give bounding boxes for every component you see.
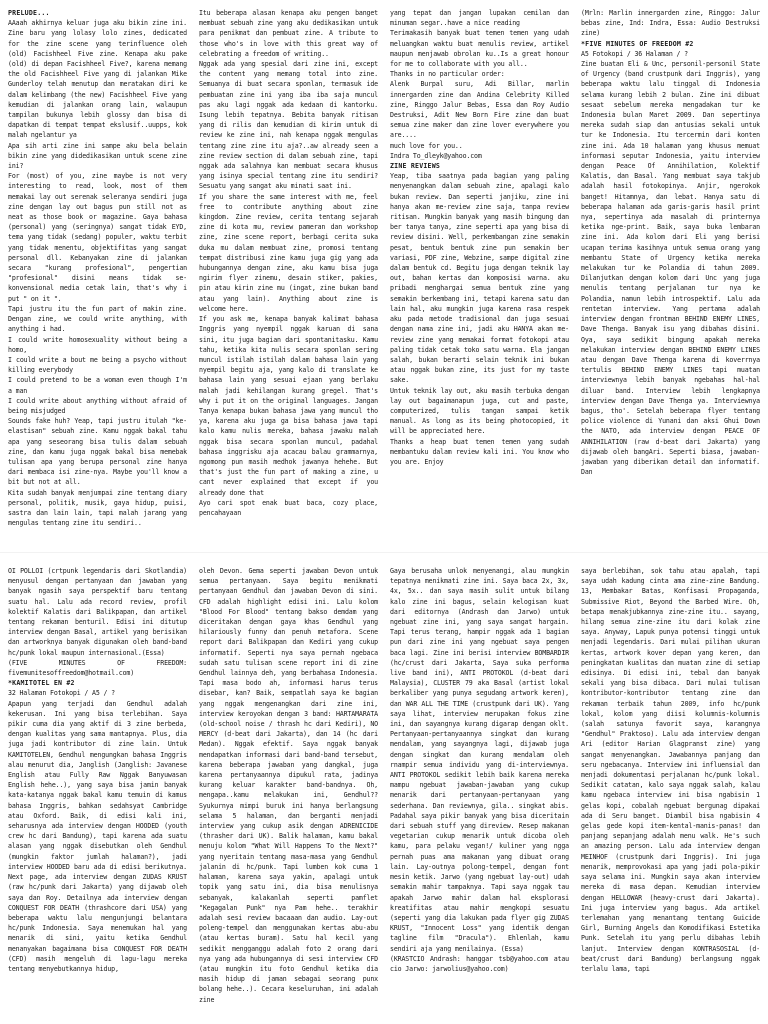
- paragraph: I could write homosexuality without being a homo,: [8, 335, 187, 354]
- paragraph: Apapun yang terjadi dan Gendhul adalah kekerusan. Ini yang bisa terlebihan. Saya pikir cuma dia yang aktif di 3 zine berbeda, dengan kualitas yang sama mantapnya. Plus, dia juga jadi kontributor di zine lain. Untuk KAMITOTELEN, Gendhul mengungkan bahasa Inggris alau menurut dia, Janglish (Janglish: Javanese English atau Fully Raw Nggak Banyuwasan English hehe..), yang saya bisa jamin banyak kata-katanya nggak bakal kamu temuin di kamus bahasa Inggris, bahkan sedahsyat Cambridge atau Oxford. Baik, di edisi kali ini, seharusnya ada interview dengan HOODED (youth crew hc dari Bandung), tapi karena ada suatu alasan yang nggak disebutkan oleh Gendhul (mungkin faktor jumlah halaman?), jadi interview HOODED baru ada di edisi berikutnya. Next page, ada interview dengan ZUDAS KRUST (raw hc/punk dari Jakarta) yang dijawab oleh saya dan Roy. Detailnya ada interview dengan CONQUEST FOR DEATH (thrashcore dari USA) yang beberapa waktu lalu mengunjungi belantara hc/punk Indonesia. Saya menemukan hal yang menarik di sini, yaitu ketika Gendhul menanyakan bagaimana bisa CONQUEST FOR DEATH (CFD) masih mengeluh di lagu-lagu mereka tentang menyebutkannya hidup,: [8, 699, 187, 973]
- section-heading: *FIVE MINUTES OF FREEDOM #2: [581, 39, 694, 48]
- top-section: [0, 8, 768, 544]
- paragraph: Kita sudah banyak menjumpai zine tentang diary personal, politik, musik, gaya hidup, puisi, sastra dan lain lain, tapi malah jarang yang mengulas tentang zine itu sendiri..: [8, 488, 187, 528]
- paragraph: (KRASTCIO Andrash: hanggar tsb@yahoo.com atau cio Jarwo: jarwolius@yahoo.com): [390, 954, 569, 973]
- paragraph: (FIVE MINUTES OF FREEDOM: fivemunitesoffreedom@hotmail.com): [8, 658, 187, 678]
- paragraph: Ayo cari spot enak buat baca, cozy place, pencahayaan: [199, 498, 378, 517]
- paragraph: AAaah akhirnya keluar juga aku bikin zine ini. Zine baru yang lolasy lolo zines, dedicated for the zine scene yang terinfluence oleh (old) Facishheel Five zine. Kenapa aku pake (old) di depan Facishheel Five?, karena memang the old Facishheel Five yang di jalankan Mike Gunderloy telah menutup dan meratakan diri ke dalam kelimbang (the new) Facishheel Five yang kemudian di jalankan orang lain, walaupun tampilan bukunya lebih glossy dan bisa di dapatkan di tempat tempat ekslusif..uupps, kok malah ngelantur ya: [8, 19, 187, 140]
- paragraph: For (most) of you, zine maybe is not very interesting to read, look, most of them memakai lay out serenak seleranya sendiri juga zine dengan lay out bagus pun still not as neat as those book or magazine. Gaya bahasa (personal) yang (seringnya) sangat tidak EYD, tema yang tidak (sedang) populer, waktu terbit yang tidak menentu, objektifitas yang sangat personal dll. Kebanyakan zine di jalankan secara "kurang profesional", pengertian "profesional" disini means tidak se-konvensional media cetak lain, that's why i put " on it ".: [8, 172, 187, 303]
- paragraph: saya berlebihan, sok tahu atau apalah, tapi saya udah kadung cinta ama zine-zine Bandung. 13, Membakar Batas, Konfisasi Propaganda, Submissive Riot, Beyond the Barbed Wire. Oh, betapa menakjubkannya zine-zine itu.. sayang, hilang semua zine-zine itu dari kolak zine saya. Anyway, Lapuk punya potensi tinggi untuk menjadi legendaris. Dari mulai pilihan ukuran kertas, artwork kover depan yang keren, dan peningkatan kualitas dan muatan zine di setiap edisinya. Di edisi ini, tebal dan banyak sekali yang bisa dibaca. Dari mulai tulisan kontributor-kontributor tentang zine dan rekaman terbaik tahun 2009, info hc/punk lokal, kolom yang diisi kolumnis-kolumnis (salah satunya favorit saya, karangnya "Gendhul" Praktoso). Lalu ada interview dengan Ari (editor Harian Glagpranst zine) yang sangat menyenangkan. Jawabannya panjang dan seru ngebacanya. Interview ini influensial dan menjadi dokumentasi perjalanan hc/punk lokal. Sedikit catatan, kalo saya nggak salah, kalau kamu ngebaca interview ini bisa ngabisin 1 gelas kopi, cobalah ngebuat bergunag dipakai ada di Seru banget. Diambil bisa ngabisin 4 gelas gede kopi item-kental-manis-panas! dan panjang sepanjang adalah menu walk. He's such an amazing person. Lalu ada interview dengan MEINHOF (crustpunk dari Inggris). Ini juga menarik, memprovokasi apa yang jadi pola-pikir saya selama ini. Mungkin saya akan interview mereka di masa depan. Kemudian interview dengan HELLOWAR (heavy-crust dari Jakarta). Ini juga interview yang bagus. Ada artikel terlemahan yang menantang tentang Guicide Girl, Burning Angels dan Komodifikasi Estetika Punk. Setelah itu yang perlu dibahas lebih lanjut. Interview dengan KONTRASOSIAL (d-beat/crust dari Bandung) berlangsung nggak terlalu lama, tapi: [581, 567, 760, 973]
- section-heading: *KAMITOTEL EN #2: [8, 679, 75, 688]
- paragraph: Alenk Burpal suru, Adi Billar, marlin innergarden zine dan Andina Celebrity Killed zine, Ringgo Jalur Bebas, Essa dan Roy Audio Destruksi, Adit New Born Fire zine dan buat semua zine maker dan zine lover everywhere you are....: [390, 80, 569, 140]
- paragraph: Itu beberapa alasan kenapa aku pengen banget membuat sebuah zine yang aku dedikasikan untuk para penikmat dan pembuat zine. A tribute to those who's in love with this great way of celebrating a freedom of writing..: [199, 9, 378, 58]
- column-2: [199, 8, 378, 544]
- column-4: [581, 8, 760, 544]
- paragraph: I could write a bout me being a psycho without killing everybody: [8, 355, 187, 375]
- paragraph: Indra To_dleyk@yahoo.com: [390, 151, 482, 160]
- paragraph: Terimakasih banyak buat temen temen yang udah meluangkan waktu buat menulis review, artikel maupun menjawab obrolan ku..Is a great honour for me to collaborate with you all..: [390, 29, 569, 69]
- column-8: [581, 566, 760, 1020]
- paragraph: much love for you..: [390, 141, 463, 150]
- paragraph: 32 Halaman Fotokopi / A5 / ?: [8, 689, 115, 698]
- column-5: [8, 566, 187, 1020]
- paragraph: Apa sih arti zine ini sampe aku bela belain bikin zine yang didedikasikan untuk scene zine ini?: [8, 141, 187, 171]
- section-divider: [0, 552, 768, 553]
- section-heading: ZINE REVIEWS: [390, 162, 441, 171]
- column-3: [390, 8, 569, 544]
- paragraph: I could write about anything without afraid of being misjudged: [8, 396, 187, 415]
- paragraph: If you share the same interest with me, feel free to contribute anything about zine kingdom. Zine review, cerita tentang sejarah zine di kota mu, review pameran dan workshop zine, zine scene report, berbagi cerita suka duka mu dalam membuat zine, promosi tentang tempat distribusi zine kamu juga gig yang ada hubungannya dengan zine, aku kamu bisa juga ngirim flyer zinemu, desain stiker, pakies, pin atau kirin zine mu (ingat, zine bukan band atau yang lain). Anything about zine is welcome here.: [199, 192, 378, 313]
- paragraph: yang tepat dan jangan lupakan cemilan dan minuman segar..have a nice reading: [390, 9, 569, 28]
- paragraph: OI POLLOI (crtpunk legendaris dari Skotlandia) menyusul dengan pertanyaan dan jawaban yang banyak ngasih saya perspektif baru tentang suatu hal. Lalu ada record review, profil kolektif Kalatis dari Balikpapan, dan artikel tentang rekaman benturil. Edisi ini ditutup interview dengan Basal, artikel yang berisikan dan artworknya banyak digunakan oleh band-band hc/punk lokal maupun internasional.(Essa): [8, 567, 187, 657]
- column-6: [199, 566, 378, 1020]
- paragraph: I could pretend to be a woman even though I'm a man: [8, 376, 187, 395]
- column-1: [8, 8, 187, 544]
- paragraph: Yeap, tiba saatnya pada bagian yang paling menyenangkan dalam sebuah zine, apalagi kalo bukan review. Dan seperti janjiku, zine ini hanya akan me-review zine saja, tanpa review ritisan. Mungkin banyak yang masih bingung dan ber tanya tanya, zine seperti apa yang bisa di review disini. Well, perkembangan zine semakin pesat, bentuk bentuk zine pun semakin ber variasi, PDF zine, Webzine, sampe digital zine dalam bentuk cd. Begitu juga dengan teknik lay out, bahan kertas dan komposisi warna. aku pribadi menghargai semua bentuk zine yang semakin berkembang ini, tetapi karena satu dan lain hal, aku mungkin juga karena rasa respek aku pada metode tradisional dan juga sesuai dengan nama zine ini, jadi aku HANYA akan me-review zine yang memakai format fotokopi atau paling tidak cetak toko satu warna. Ela jangan salah, bukan berarti selain teknik ini bukan atau nggak bukan zine, its just for my taste sake.: [390, 172, 569, 385]
- paragraph: (Mrln: Marlin innergarden zine, Ringgo: Jalur bebas zine, Ind: Indra, Essa: Audio Destruksi zine): [581, 9, 760, 38]
- paragraph: A5 Fotokopi / 36 Halaman / ?: [581, 49, 688, 58]
- paragraph: Thanks a heap buat temen temen yang sudah membantuku dalam review kali ini. You know who you are. Enjoy: [390, 437, 569, 466]
- bottom-section: [0, 566, 768, 1020]
- paragraph: Sounds fake huh? Yeap, tapi justru itulah "ke-elastisan" sebuah zine. Kamu nggak bakal tahu apa yang seseorang bisa tulis dalam sebuah zine, dan kamu juga nggak bakal bisa memebak tulisan apa yang berupa personal zine hanya dari membaca isi zine-nya. Maybe you'll know a bit but not at all.: [8, 417, 187, 487]
- paragraph: Zine buatan Eli & Unc, personil-personil State of Urgency (band crustpunk dari Inggris), yang beberapa waktu lalu tinggal di Indonesia selama kurang lebih 2 bulan. Zine ini dibuat sesaat sebelum mereka mengadakan tur ke Indonesia bulan Maret 2009. Dan sepertinya mereka sudah siap dan antusias sekali untuk tur ke Indonesia. Itu tercermin dari konten zine ini. Ada 10 halaman yang khusus memuat informasi seputar Indonesia, yaitu interview dengan Peace Of Annihilation, Kolektif Kalatis, dan Basal. Yang membuat saya takjub adalah hasil fotokopinya. Anjir, ngerokok banget! Hitamnya, dan lebat. Hanya satu di beberapa halaman ada garis-garis hasil print nya, sepertinya ada masalah di printernya ketika nge-print. Baik, saya buka lembaran zine ini. Ada kolom dari Eli yang berisi ucapan terima kasihnya untuk semua orang yang membantu State of Urgency ketika mereka melakukan tur ke Polandia di tahun 2009. Dilanjutkan dengan kolom dari Unc yang juga menulis tentang perjalanan tur nya ke Polandia, namun lebih introspektif. Lalu ada rentetan interview. Yang pertama adalah interview dengan frontman BEHIND ENEMY LINES, Dave Thenga. Banyak isu yang dibahas disini. Oya, saya sedikit bingung apakah mereka melakukan interview dengan BEHIND ENEMY LINES atau dengan Dave Thenga karena di koverrnya tertulis BEHIND ENEMY LINES tapi muatan interviewnya lebih banyak ngebahas hal-hal diluar band. Interview lebih lengkapnya interview dengan Dave Thenga ya. Interviewnya bagus, tho'. Setelah beberapa flyer tentang police violence di Yunani dan aksi Ghui Down the NATO, ada interview dengan PEACE OF ANNIHILATION (raw d-beat dari Jakarta) yang dijawab oleh bangAri. Seperti biasa, jawaban-jawaban yang diberikan detail dan informatif. Dan: [581, 60, 760, 477]
- section-heading: PRELUDE...: [8, 9, 50, 17]
- paragraph: Thanks in no particular order:: [390, 70, 505, 79]
- paragraph: Gaya berusaha unlok menyenangi, alau mungkin tepatnya menikmati zine ini. Saya baca 2x, 3x, 4x, 5x.. dan saya masih sulit untuk bilang kalo zine ini bagus, selain kelogisan kuat dari editornya (Andrash dan Jarwo) untuk ngebuat zine ini, yang saya sangat hargain. Tapi terus terang, hampir nggak ada 1 bagian pun dari zine ini yang ngebuat saya pengen baca lagi. Zine ini berisi interview BOMBARDIR (hc/crust dari Jakarta, Saya suka performa live band ini), ANTI PROTOKOL (d-beat dari Malaysia), CLUSTER 79 aka Basal (artist lokal berkaliber yang punya segudang artwork keren), dan WAR ALL THE TIME (crustpunk dari UK). Yang saya lihat, interview merupakan fokus zine ini, dan sayangnya kurang digarap dengan oklt. Pertanyaan-pertanyaannya singkat dan kurang mendalam, yang sayangnya lagi, dijawab juga dengan singkat dan kurang mendalam oleh rnampir semua individu yang di-interviewnya. ANTI PROTOKOL sedikit lebih baik karena mereka mampu ngebuat jawaban-jawaban yang cukup menarik dari pertanyaan-pertanyaan yang sederhana. Dan reviewnya, gila.. singkat abis. Padahal saya pikir banyak yang bisa diceritain dari sebuah stuff yang direview. Resep makanan vegetarian cukup menarik untuk dicoba oleh kamu, para pelaku vegan!/ kuliner yang ngga pernah puas ama makanan yang dibuat orang lain. Lay-outnya polong-tempel, dengan font mesin ketik. Jarwo (yang ngebuat lay-out) udah semakin mahir tampaknya. Tapi saya nggak tau apakah Jarwo mahir dalam hal eksplorasi kreatifitas atau mahir mengkopi sesuatu (seperti yang dia lakukan pada flyer gig ZUDAS KRUST, "Innocent Loss" yang identik dengan tagline film "Dracula"). Ehlenlah, kamu sendiri aja yang menilainya. (Essa): [390, 567, 569, 953]
- paragraph: If you ask me, kenapa banyak kalimat bahasa Inggris yang nyempil nggak karuan di sana sini, itu juga bagian dari spontanitasku. Kamu tahu, ketika kita nulis secara sponlan sering muncul istilah istilah dalam bahasa lain yang nyempil begitu aja, yang kalo di translate ke bahasa lain yang sesuai ejaan yang berlaku malah jadi kehilangan kurang gregel. That's why i put it on the original languages. Jangan Tanya kenapa bukan bahasa jawa yang muncul tho ya, karena aku juga ga bisa bahasa jawa tapi kalo kamu nulis mereka, bahasa jawaku malah nggak bisa secara sponlan muncul, padahal bahasa inggrisku aja acacau balau grammarnya, ngomong pun masih medhok jawanya hehehe. But that's just the fun part of making a zine, u cant never explained that except if you already done that: [199, 315, 378, 497]
- column-7: [390, 566, 569, 1020]
- paragraph: Tapi justru itu the fun part of makin zine. Dengan zine, we could write anything, with anything i had.: [8, 304, 187, 334]
- paragraph: oleh Devon. Gema seperti jawaban Devon untuk semua pertanyaan. Saya begitu menikmati pertanyaan Gendhul dan jawaban Devon di sini. CFD adalah highlight edisi ini. Lalu kolom "Blood For Blood" tentang bakso demdam yang diceritakan dengan gaya khas Gendhul yang hilariously funny dan penuh metafora. Scene report dari Balikpapan dan Kediri yang cukup informatif. Seperti nya saya pernah ngebaca sudah satu tulisan scene report ini di zine Gendhul lainnya deh, yang berbahasa Indonesia. Tapi masa bodo ah, informasi harus terus disebar, kan? Baik, sempatlah saya ke bagian yang nggak mengenangkan dari zine ini, interview keroyokan dengan 3 band: HARTAMARATA (old-school noise / thrash hc dari Kediri), NO MERCY (d-beat dari Jakarta), dan 14 (hc dari Medan). Nggak efektif. Saya nggak banyak mendapatkan informasi dari band-band tersebut, karena beberapa jawaban yang dangkal, juga karena pertanyaannya dipukul rata, jadinya kurang keluar karakter band-bandnya. Oh, mengapa..kamu melakukan ini, Gendhul?? Syukurnya mimpi buruk ini hanya berlangsung selama 5 halaman, dan berganti menjadi interview yang cukup asik dengan ADRENICIDE (thrasher dari UK). Balik halaman, kamu bakal menuju kolom "What Will Happens To the Next?" yang nyeritain tentang masa-masa yang Gendhul jalanin di hc/punk. Tapi lumben kok cuma 1 halaman, karena saya yakin, apalagi untuk topik yang satu ini, dia bisa menulisnya sebanyak, kalakanlah seperti pamflet "Kegagalan Punk" nya Pam hehe.. terakhir adalah sesi review bacaaan dan audio. Lay-out poleng-tempel dan menggunakan kertas abu-abu (atau kertas buram). Satu hal kecil yang sedikit mengganggu adalah foto 2 orang dari nya yang ada hubungannya di sesi interview CFD (atau mungkin itu foto Gendhul ketika dia masih hidup di jaman sebagai seorang punx bolang hehe..). Cecara keseluruhan, ini adalah zine: [199, 567, 378, 1004]
- paragraph: Untuk teknik lay out, aku masih terbuka dengan lay out bagaimanapun juga, cut and paste, computerized, tulis tangan sampai ketik manual. As long as its being photocopied, it will be appreciated here.: [390, 386, 569, 436]
- paragraph: Nggak ada yang spesial dari zine ini, except the content yang memang total into zine. Semuanya di buat secara sponlan, termasuk ide pembuatan zine ini yang iba iba saja muncul pas aku lagi nggak ada kedaan di kantorku. Isung lebih tepatnya. Bebita banyak ritisan yang di rilis dan kemudian di kirim untuk di review ke zine ini, nah kenapa nggak mengulas tentang zine zine itu aja?..aw already seen a zine review section di dalam sebuah zine, tapi nggak ada salahnya kan membuat secara khusus yang isinya special tentang zine itu sendiri? Sesuatu yang sangat aku minati saat ini.: [199, 60, 378, 191]
